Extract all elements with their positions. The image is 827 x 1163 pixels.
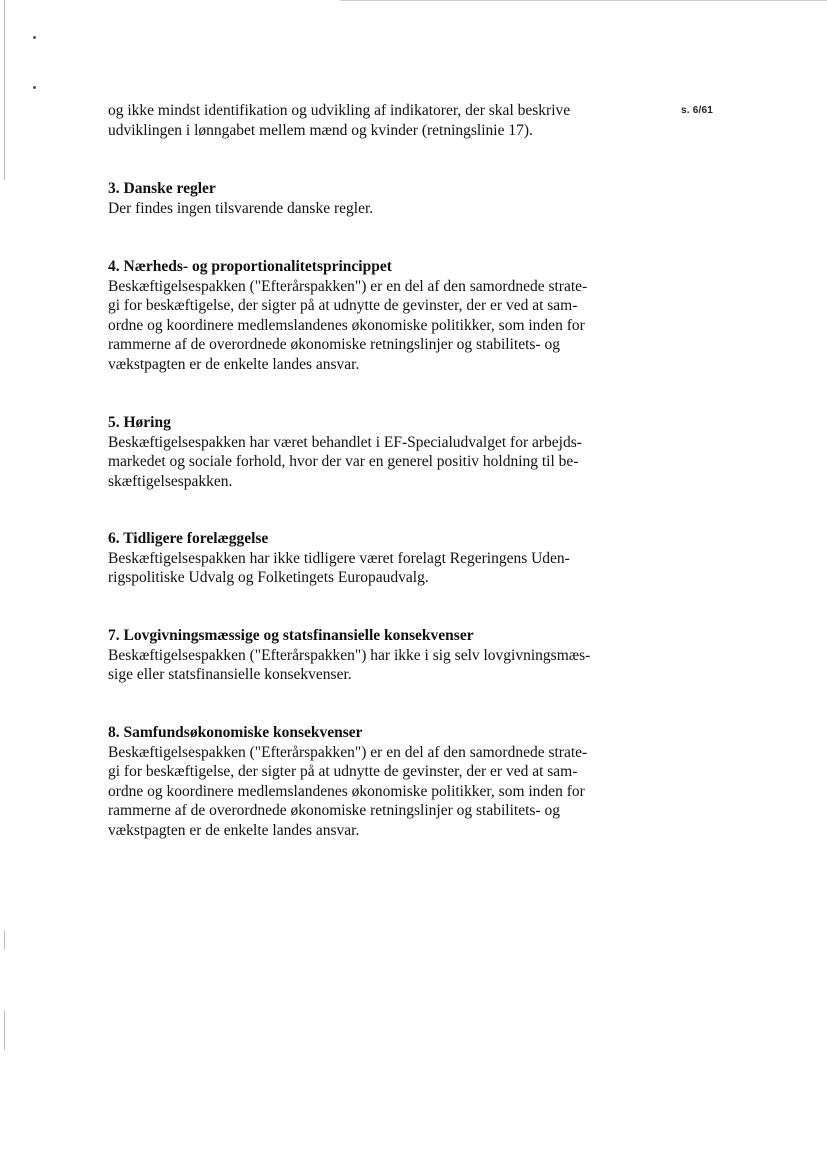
intro-paragraph: [108, 101, 628, 140]
body-line: gi for beskæftigelse, der sigter på at udnytte de gevinster, der er ved at sam-: [108, 297, 578, 314]
body-line: ordne og koordinere medlemslandenes økonomiske politikker, som inden for: [108, 782, 585, 800]
section-heading: 4. Nærheds- og proportionalitetsprincippet: [108, 258, 392, 275]
body-line: vækstpagten er de enkelte landes ansvar.: [108, 355, 360, 373]
scan-left-edge-mark: [4, 0, 5, 180]
body-line: gi for beskæftigelse, der sigter på at udnytte de gevinster, der er ved at sam-: [108, 763, 578, 780]
section-heading: 5. Høring: [108, 414, 171, 431]
section-heading: 6. Tidligere forelæggelse: [108, 530, 269, 547]
body-line: Beskæftigelsespakken ("Efterårspakken") er en del af den samordnede strate-: [108, 743, 588, 761]
body-line: ordne og koordinere medlemslandenes økonomiske politikker, som inden for: [108, 316, 585, 334]
scan-left-edge-mark: [4, 930, 5, 950]
body-line: udviklingen i lønngabet mellem mænd og kvinder (retningslinie 17).: [108, 121, 533, 139]
scan-speck: [33, 36, 36, 39]
scan-left-edge-mark: [4, 1010, 5, 1050]
body-line: rammerne af de overordnede økonomiske retningslinjer og stabilitets- og: [108, 802, 560, 819]
scan-speck: [33, 86, 36, 89]
section-samfundsoekonomiske-konsekvenser: [108, 723, 628, 840]
body-line: vækstpagten er de enkelte landes ansvar.: [108, 821, 360, 839]
section-tidligere-forelaeggelse: [108, 529, 628, 588]
section-heading: 3. Danske regler: [108, 180, 216, 197]
body-line: rammerne af de overordnede økonomiske retningslinjer og stabilitets- og: [108, 336, 560, 353]
body-line: Beskæftigelsespakken har ikke tidligere været forelagt Regeringens Uden-: [108, 549, 570, 567]
section-hoering: [108, 413, 628, 491]
section-heading: 8. Samfundsøkonomiske konsekvenser: [108, 724, 363, 741]
body-line: skæftigelsespakken.: [108, 472, 233, 490]
body-line: Beskæftigelsespakken har været behandlet i EF-Specialudvalget for arbejds-: [108, 433, 582, 451]
body-line: Beskæftigelsespakken ("Efterårspakken") er en del af den samordnede strate-: [108, 277, 588, 295]
body-line: rigspolitiske Udvalg og Folketingets Europaudvalg.: [108, 569, 429, 586]
section-naerhedsprincip: [108, 257, 628, 374]
body-line: og ikke mindst identifikation og udvikling af indikatorer, der skal beskrive: [108, 102, 571, 119]
body-line: Beskæftigelsespakken ("Efterårspakken") har ikke i sig selv lovgivningsmæs-: [108, 646, 591, 664]
body-line: markedet og sociale forhold, hvor der var en generel positiv holdning til be-: [108, 453, 579, 470]
scan-top-edge-line: [340, 0, 827, 1]
body-line: Der findes ingen tilsvarende danske regler.: [108, 199, 374, 217]
body-line: sige eller statsfinansielle konsekvenser.: [108, 666, 352, 683]
section-danske-regler: [108, 179, 628, 218]
section-lovgivningsmaessige-konsekvenser: [108, 626, 628, 685]
section-heading: 7. Lovgivningsmæssige og statsfinansielle konsekvenser: [108, 627, 474, 644]
page-number: s. 6/61: [681, 105, 713, 116]
